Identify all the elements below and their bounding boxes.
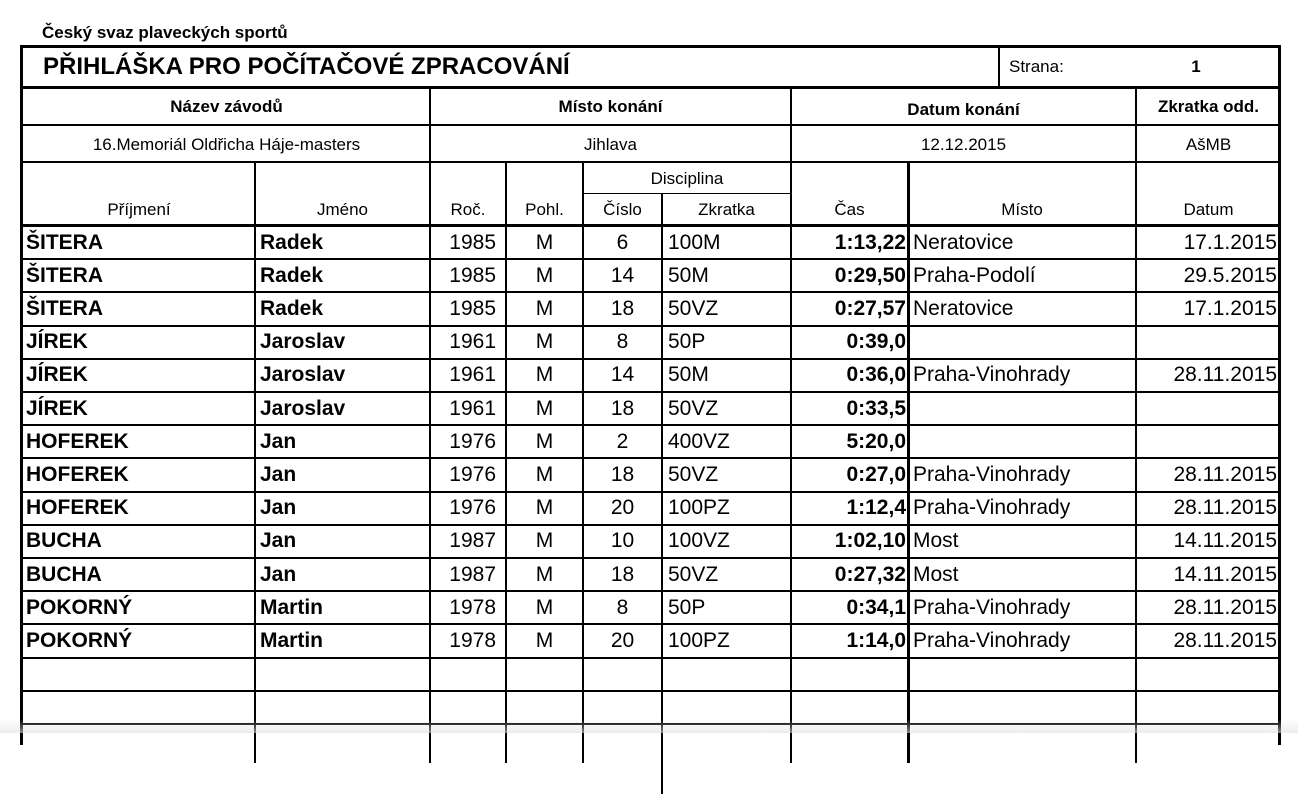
cell-year: 1976 xyxy=(449,496,496,520)
event-place: Jihlava xyxy=(584,135,637,154)
cell-first-name: Jan xyxy=(260,462,297,486)
cell-place: Praha-Vinohrady xyxy=(913,595,1071,619)
cell-place xyxy=(909,327,1136,358)
cell-year: 1987 xyxy=(449,529,496,553)
cell-first-name: Radek xyxy=(260,263,324,287)
page-edge-shadow xyxy=(0,719,1298,733)
cell-surname: JÍREK xyxy=(26,396,88,420)
event-place-header: Místo konání xyxy=(558,96,663,116)
cell-first-name: Jan xyxy=(260,496,297,520)
cell-time: 0:27,0 xyxy=(846,462,906,486)
cell-discipline-number: 10 xyxy=(610,529,635,553)
cell-discipline-code: 100VZ xyxy=(668,529,730,553)
cell-sex: M xyxy=(535,363,554,387)
cell-time: 0:34,1 xyxy=(846,595,906,619)
cell-year: 1961 xyxy=(449,330,496,354)
cell-discipline-code: 400VZ xyxy=(668,429,730,453)
event-date: 12.12.2015 xyxy=(920,135,1007,154)
cell-year: 1976 xyxy=(449,429,496,453)
cell-discipline-code: 50VZ xyxy=(668,396,719,420)
divider xyxy=(790,163,792,763)
cell-surname: ŠITERA xyxy=(26,263,104,287)
cell-sex: M xyxy=(535,462,554,486)
cell-sex: M xyxy=(535,595,554,619)
cell-year: 1978 xyxy=(449,595,496,619)
cell-first-name xyxy=(255,659,430,690)
cell-first-name: Radek xyxy=(260,230,324,254)
cell-first-name: Jaroslav xyxy=(260,396,346,420)
page-number: 1 xyxy=(1191,57,1201,76)
cell-sex: M xyxy=(535,529,554,553)
cell-discipline-number: 14 xyxy=(610,263,635,287)
divider xyxy=(254,163,256,763)
cell-year: 1985 xyxy=(449,230,496,254)
cell-discipline-code: 50M xyxy=(668,263,709,287)
cell-time: 1:12,4 xyxy=(846,496,906,520)
cell-year: 1961 xyxy=(449,396,496,420)
divider xyxy=(582,163,584,763)
cell-place: Neratovice xyxy=(913,296,1014,320)
cell-place: Praha-Podolí xyxy=(913,263,1036,287)
cell-date xyxy=(1136,327,1281,358)
col-time-header: Čas xyxy=(834,200,865,219)
cell-surname: HOFEREK xyxy=(26,462,129,486)
cell-discipline-code xyxy=(662,659,791,690)
cell-discipline-code: 50VZ xyxy=(668,562,719,586)
cell-time: 0:29,50 xyxy=(834,263,906,287)
cell-discipline-code: 50P xyxy=(668,595,706,619)
cell-discipline-number: 20 xyxy=(610,496,635,520)
col-date-header: Datum xyxy=(1183,200,1234,219)
cell-discipline-number: 18 xyxy=(610,396,635,420)
cell-place: Praha-Vinohrady xyxy=(913,496,1071,520)
cell-first-name: Jan xyxy=(260,429,297,453)
cell-discipline-number: 18 xyxy=(610,462,635,486)
entry-form xyxy=(20,45,1281,745)
divider xyxy=(429,163,431,763)
col-year-header: Roč. xyxy=(450,200,486,219)
col-code-header: Zkratka xyxy=(698,200,755,219)
cell-surname: JÍREK xyxy=(26,363,88,387)
cell-time: 0:36,0 xyxy=(846,363,906,387)
cell-place: Praha-Vinohrady xyxy=(913,628,1071,652)
cell-year: 1985 xyxy=(449,263,496,287)
cell-time: 0:27,32 xyxy=(834,562,906,586)
divider xyxy=(23,86,1281,89)
cell-first-name: Jan xyxy=(260,562,297,586)
cell-discipline-number: 14 xyxy=(610,363,635,387)
cell-discipline-code: 50VZ xyxy=(668,296,719,320)
cell-sex: M xyxy=(535,628,554,652)
cell-discipline-code: 50M xyxy=(668,363,709,387)
cell-date xyxy=(1136,426,1281,457)
cell-surname: POKORNÝ xyxy=(26,595,133,619)
divider xyxy=(661,194,663,794)
cell-surname: BUCHA xyxy=(26,529,102,553)
divider xyxy=(1135,163,1137,763)
cell-sex: M xyxy=(535,263,554,287)
cell-date: 28.11.2015 xyxy=(1173,363,1277,387)
cell-year: 1978 xyxy=(449,628,496,652)
divider xyxy=(505,163,507,763)
cell-year xyxy=(430,659,506,690)
col-surname-header: Příjmení xyxy=(107,200,171,219)
cell-time: 0:39,0 xyxy=(846,330,906,354)
divider xyxy=(790,89,792,161)
form-title: PŘIHLÁŠKA PRO POČÍTAČOVÉ ZPRACOVÁNÍ xyxy=(43,53,570,80)
cell-discipline-number: 6 xyxy=(616,230,629,254)
cell-discipline-number: 18 xyxy=(610,562,635,586)
cell-year: 1961 xyxy=(449,363,496,387)
event-name-header: Název závodů xyxy=(170,96,283,116)
cell-sex xyxy=(506,659,583,690)
cell-sex: M xyxy=(535,429,554,453)
cell-first-name: Martin xyxy=(260,595,323,619)
cell-surname: POKORNÝ xyxy=(26,628,133,652)
cell-date xyxy=(1136,659,1281,690)
cell-date: 28.11.2015 xyxy=(1173,462,1277,486)
cell-place xyxy=(909,393,1136,424)
cell-place: Praha-Vinohrady xyxy=(913,462,1071,486)
cell-surname: ŠITERA xyxy=(26,296,104,320)
cell-date: 17.1.2015 xyxy=(1183,296,1277,320)
cell-time: 0:33,5 xyxy=(846,396,906,420)
cell-sex: M xyxy=(535,230,554,254)
divider xyxy=(23,161,1281,163)
cell-first-name: Jan xyxy=(260,529,297,553)
cell-time xyxy=(791,659,908,690)
cell-sex: M xyxy=(535,562,554,586)
cell-date: 28.11.2015 xyxy=(1173,628,1277,652)
cell-surname: ŠITERA xyxy=(26,230,104,254)
cell-sex: M xyxy=(535,330,554,354)
col-place-header: Místo xyxy=(1001,200,1043,219)
cell-discipline-code: 50P xyxy=(668,330,706,354)
divider xyxy=(23,124,1281,126)
cell-date: 28.11.2015 xyxy=(1173,595,1277,619)
cell-surname: HOFEREK xyxy=(26,429,129,453)
cell-date: 28.11.2015 xyxy=(1173,496,1277,520)
cell-discipline-code: 100PZ xyxy=(668,628,730,652)
cell-surname: HOFEREK xyxy=(26,496,129,520)
cell-surname: JÍREK xyxy=(26,330,88,354)
cell-discipline-code: 100PZ xyxy=(668,496,730,520)
cell-date: 14.11.2015 xyxy=(1173,562,1277,586)
cell-date: 29.5.2015 xyxy=(1183,263,1277,287)
cell-date: 17.1.2015 xyxy=(1183,230,1277,254)
cell-first-name: Jaroslav xyxy=(260,363,346,387)
cell-discipline-number: 8 xyxy=(616,330,629,354)
cell-sex: M xyxy=(535,296,554,320)
cell-time: 1:14,0 xyxy=(846,628,906,652)
cell-place: Praha-Vinohrady xyxy=(913,363,1071,387)
divider xyxy=(1135,89,1137,161)
cell-year: 1976 xyxy=(449,462,496,486)
cell-time: 5:20,0 xyxy=(846,429,906,453)
cell-date: 14.11.2015 xyxy=(1173,529,1277,553)
divider xyxy=(429,89,431,161)
cell-first-name: Radek xyxy=(260,296,324,320)
cell-time: 1:13,22 xyxy=(834,230,906,254)
cell-discipline-code: 50VZ xyxy=(668,462,719,486)
cell-discipline-number: 2 xyxy=(616,429,629,453)
cell-sex: M xyxy=(535,496,554,520)
cell-place: Neratovice xyxy=(913,230,1014,254)
divider xyxy=(583,193,791,194)
col-number-header: Číslo xyxy=(603,200,642,219)
cell-place xyxy=(909,426,1136,457)
cell-time: 1:02,10 xyxy=(834,529,906,553)
club-code: AšMB xyxy=(1185,135,1232,154)
col-sex-header: Pohl. xyxy=(525,200,564,219)
club-code-header: Zkratka odd. xyxy=(1157,96,1260,116)
divider xyxy=(998,48,1000,86)
cell-place: Most xyxy=(913,562,959,586)
cell-year: 1987 xyxy=(449,562,496,586)
cell-discipline-number: 18 xyxy=(610,296,635,320)
event-name: 16.Memoriál Oldřicha Háje-masters xyxy=(92,135,361,154)
cell-discipline-number xyxy=(583,659,662,690)
page-label: Strana: xyxy=(1009,57,1064,76)
divider xyxy=(23,224,1281,227)
cell-first-name: Martin xyxy=(260,628,323,652)
discipline-header: Disciplina xyxy=(650,169,724,188)
col-firstname-header: Jméno xyxy=(316,200,369,219)
organization-name: Český svaz plaveckých sportů xyxy=(42,23,288,42)
cell-date xyxy=(1136,393,1281,424)
cell-discipline-number: 20 xyxy=(610,628,635,652)
cell-sex: M xyxy=(535,396,554,420)
cell-place xyxy=(909,659,1136,690)
cell-surname: BUCHA xyxy=(26,562,102,586)
cell-discipline-code: 100M xyxy=(668,230,721,254)
cell-first-name: Jaroslav xyxy=(260,330,346,354)
cell-discipline-number: 8 xyxy=(616,595,629,619)
cell-place: Most xyxy=(913,529,959,553)
divider xyxy=(907,163,910,763)
event-date-header: Datum konání xyxy=(907,99,1020,119)
cell-time: 0:27,57 xyxy=(834,296,906,320)
cell-surname xyxy=(23,659,255,690)
cell-year: 1985 xyxy=(449,296,496,320)
